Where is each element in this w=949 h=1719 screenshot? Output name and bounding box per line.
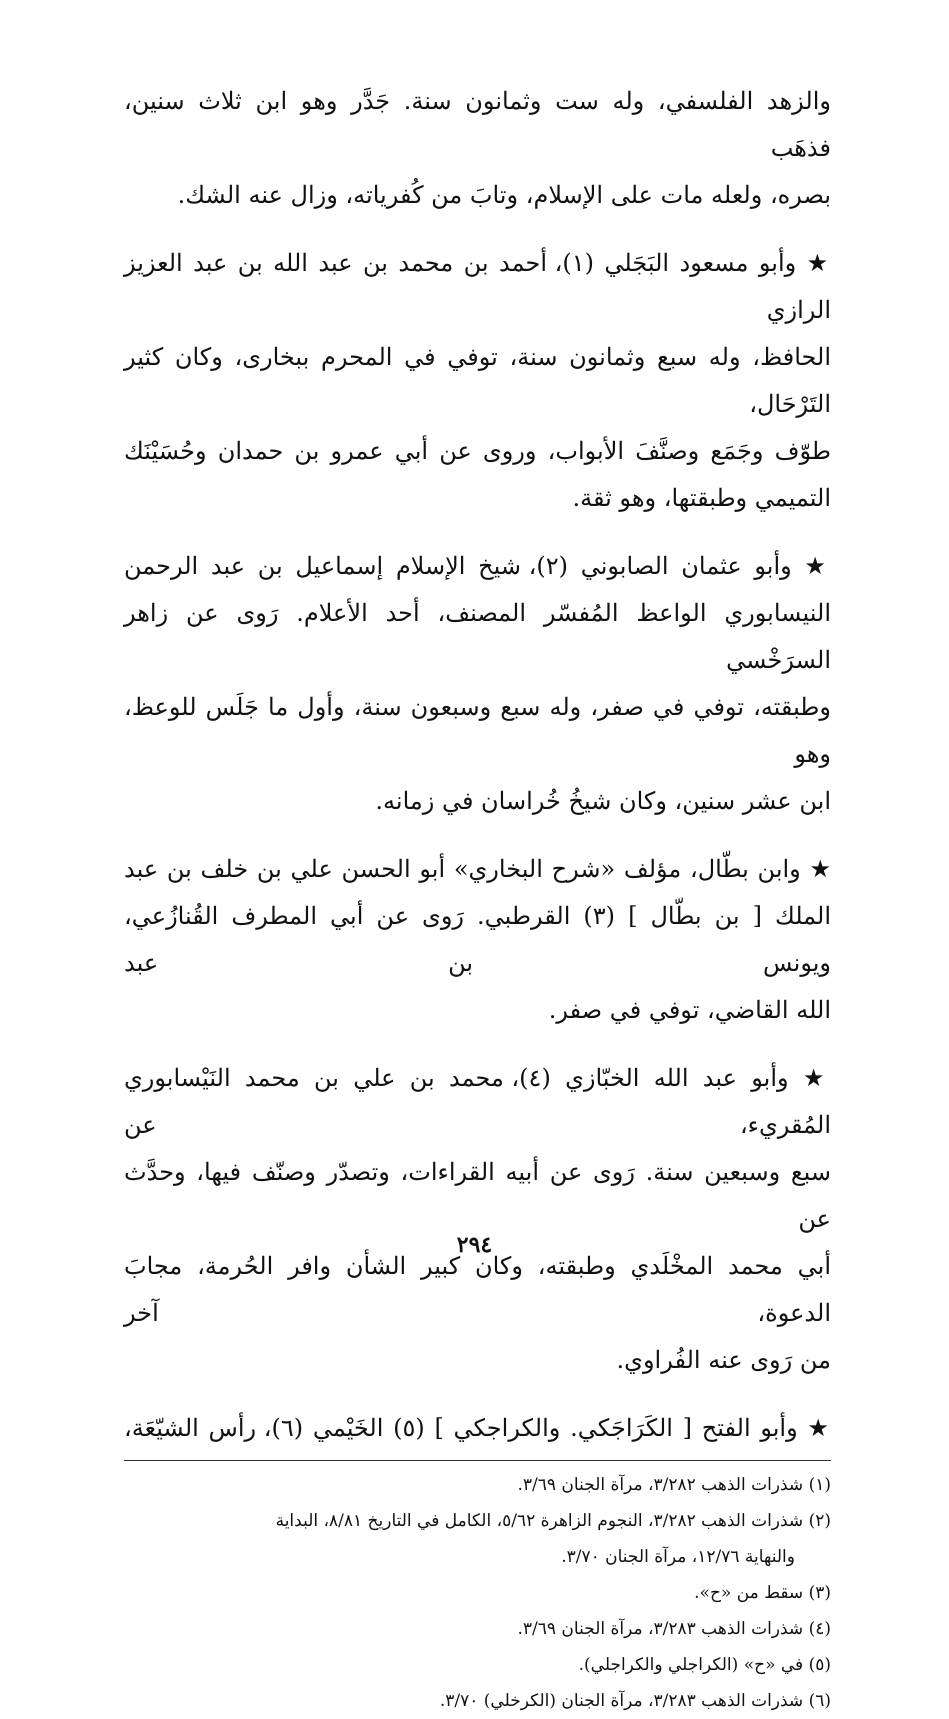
text-line: من رَوى عنه الفُراوي. (616, 1346, 831, 1374)
text-line: والزهد الفلسفي، وله ست وثمانون سنة. جَدَّر وهو ابن ثلاث سنين، فذهَب (124, 87, 831, 162)
text-line: النيسابوري الواعظ المُفسّر المصنف، أحد الأعلام. رَوى عن زاهر السرَخْسي (124, 599, 831, 674)
text-line: أبي محمد المخْلَدي وطبقته، وكان كبير الشأن وافر الحُرمة، مجابَ الدعوة، آخر (124, 1252, 832, 1327)
footnote-4: (٤) شذرات الذهب ٣/٢٨٣، مرآة الجنان ٣/٦٩. (517, 1619, 831, 1639)
footnote-5: (٥) في «ح» (الكراجلي والكراجلي). (578, 1655, 831, 1675)
paragraph-3 (124, 543, 831, 825)
paragraph-2 (124, 240, 831, 522)
paragraph-5 (124, 1055, 831, 1384)
text-line: ★ وأبو الفتح [ الكَرَاجَكي. والكراجكي ] (٥) الخَيْمي (٦)، رأس الشيّعَة، (124, 1414, 832, 1442)
paragraph-1 (124, 78, 831, 219)
text-line: بصره، ولعله مات على الإسلام، وتابَ من كُفرياته، وزال عنه الشك. (177, 181, 831, 209)
text-line: ★ وابن بطّال، مؤلف «شرح البخاري» أبو الحسن علي بن خلف بن عبد (124, 855, 831, 883)
footnote-6: (٦) شذرات الذهب ٣/٢٨٣، مرآة الجنان (الكرخلي) ٣/٧٠. (439, 1691, 831, 1711)
footnote-2: (٢) شذرات الذهب ٣/٢٨٢، النجوم الزاهرة ٥/٦٢، الكامل في التاريخ ٨/٨١، البداية (275, 1511, 831, 1531)
footnote-3: (٣) سقط من «ح». (694, 1583, 831, 1603)
footnote-2-continued: والنهاية ١٢/٧٦، مرآة الجنان ٣/٧٠. (561, 1547, 795, 1567)
text-line: ★ وأبو مسعود البَجَلي (١)، أحمد بن محمد بن عبد الله بن عبد العزيز الرازي (124, 249, 831, 324)
text-line: سبع وسبعين سنة. رَوى عن أبيه القراءات، وتصدّر وصنّف فيها، وحدَّث عن (124, 1158, 832, 1233)
page-number: ٢٩٤ (456, 1232, 493, 1258)
text-line: التميمي وطبقتها، وهو ثقة. (572, 484, 831, 512)
text-line: وطبقته، توفي في صفر، وله سبع وسبعون سنة، وأول ما جَلَس للوعظ، وهو (124, 693, 831, 768)
text-line: الحافظ، وله سبع وثمانون سنة، توفي في المحرم ببخارى، وكان كثير التَرْحَال، (124, 343, 831, 418)
main-text (124, 78, 831, 1719)
text-line: ابن عشر سنين، وكان شيخُ خُراسان في زمانه. (375, 787, 831, 815)
text-line: الملك [ بن بطّال ] (٣) القرطبي. رَوى عن أبي المطرف القُنازُعي، ويونس بن عبد (124, 902, 831, 977)
paragraph-6 (124, 1405, 831, 1452)
footnotes (124, 1460, 831, 1719)
text-line: ★ وأبو عبد الله الخبّازي (٤)، محمد بن علي بن محمد النَيْسابوري المُقريء، عن (124, 1064, 831, 1139)
paragraph-4 (124, 846, 831, 1034)
text-line: طوّف وجَمَع وصنَّفَ الأبواب، وروى عن أبي عمرو بن حمدان وحُسَيْنَك (124, 437, 831, 465)
text-line: الله القاضي، توفي في صفر. (548, 996, 831, 1024)
text-line: ★ وأبو عثمان الصابوني (٢)، شيخ الإسلام إسماعيل بن عبد الرحمن (124, 552, 831, 580)
footnote-1: (١) شذرات الذهب ٣/٢٨٢، مرآة الجنان ٣/٦٩. (517, 1475, 831, 1495)
